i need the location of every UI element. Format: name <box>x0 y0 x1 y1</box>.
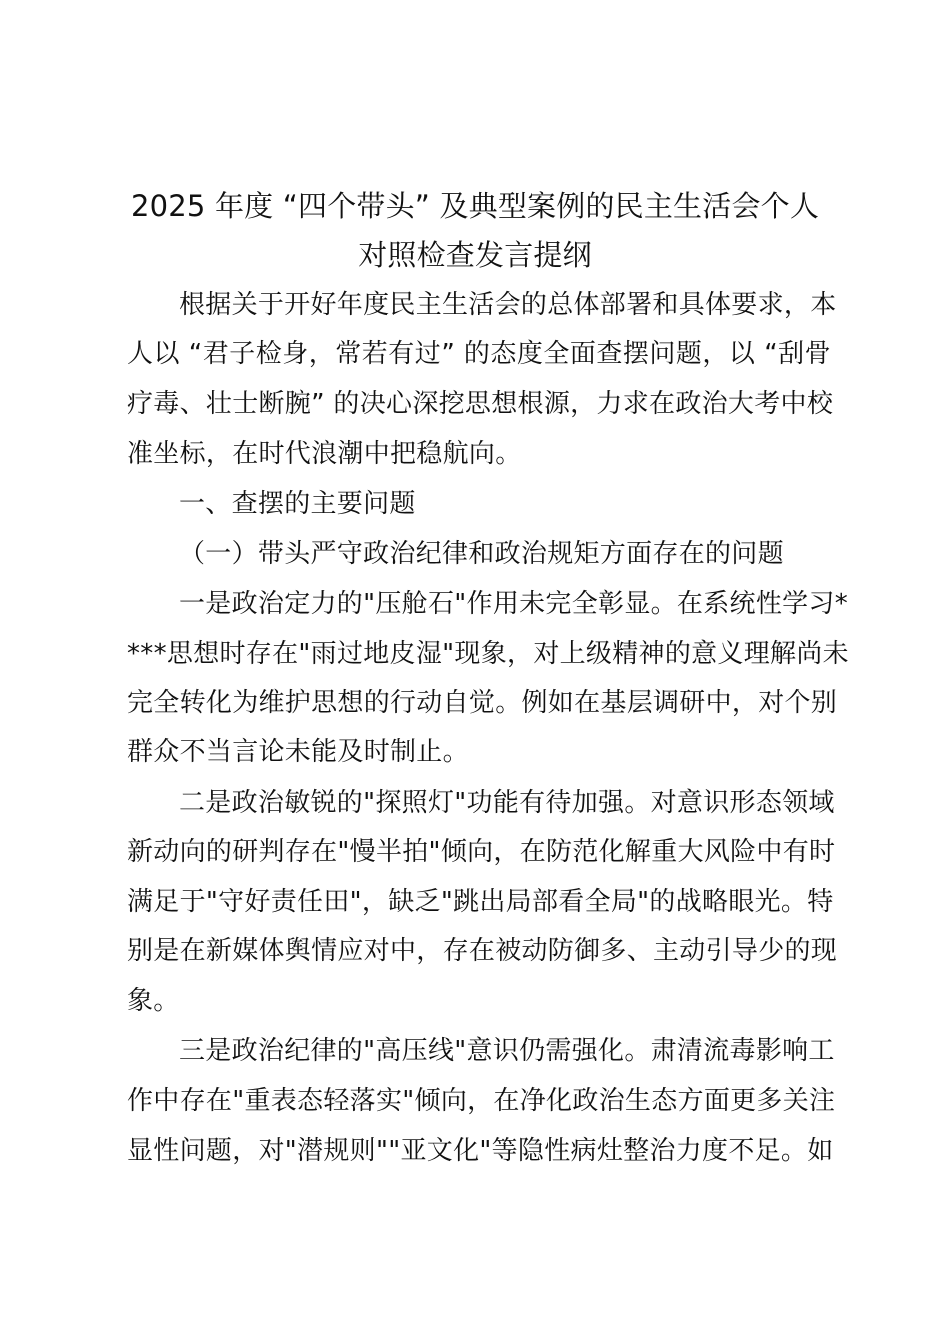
section-heading: 一、查摆的主要问题 <box>179 489 416 519</box>
intro-line-4: 准坐标，在时代浪潮中把稳航向。 <box>127 439 522 469</box>
intro-line-3: 疗毒、壮士断腕” 的决心深挖思想根源，力求在政治大考中校 <box>127 389 834 419</box>
intro-line-2: 人以 “君子检身，常若有过” 的态度全面查摆问题，以 “刮骨 <box>127 339 831 369</box>
paragraph-3-line-1: 三是政治纪律的"高压线"意识仍需强化。肃清流毒影响工 <box>179 1036 835 1066</box>
intro-line-1: 根据关于开好年度民主生活会的总体部署和具体要求，本 <box>179 290 837 320</box>
paragraph-2-line-2: 新动向的研判存在"慢半拍"倾向，在防范化解重大风险中有时 <box>127 837 836 867</box>
document-title-line-1: 2025 年度 “四个带头” 及典型案例的民主生活会个人 <box>130 189 820 223</box>
document-title-line-2: 对照检查发言提纲 <box>358 238 592 272</box>
paragraph-3-line-3: 显性问题，对"潜规则""亚文化"等隐性病灶整治力度不足。如 <box>127 1136 834 1166</box>
paragraph-2-line-3: 满足于"守好责任田"，缺乏"跳出局部看全局"的战略眼光。特 <box>127 887 834 917</box>
paragraph-1-line-3: 完全转化为维护思想的行动自觉。例如在基层调研中，对个别 <box>127 688 838 718</box>
paragraph-3-line-2: 作中存在"重表态轻落实"倾向，在净化政治生态方面更多关注 <box>127 1086 836 1116</box>
paragraph-1-line-2: ***思想时存在"雨过地皮湿"现象，对上级精神的意义理解尚未 <box>127 639 849 669</box>
paragraph-1-line-1: 一是政治定力的"压舱石"作用未完全彰显。在系统性学习* <box>179 589 849 619</box>
paragraph-2-line-4: 别是在新媒体舆情应对中，存在被动防御多、主动引导少的现 <box>127 936 838 966</box>
subsection-heading: （一）带头严守政治纪律和政治规矩方面存在的问题 <box>179 539 784 569</box>
paragraph-2-line-5: 象。 <box>127 986 180 1016</box>
paragraph-1-line-4: 群众不当言论未能及时制止。 <box>127 737 469 767</box>
paragraph-2-line-1: 二是政治敏锐的"探照灯"功能有待加强。对意识形态领域 <box>179 788 835 818</box>
